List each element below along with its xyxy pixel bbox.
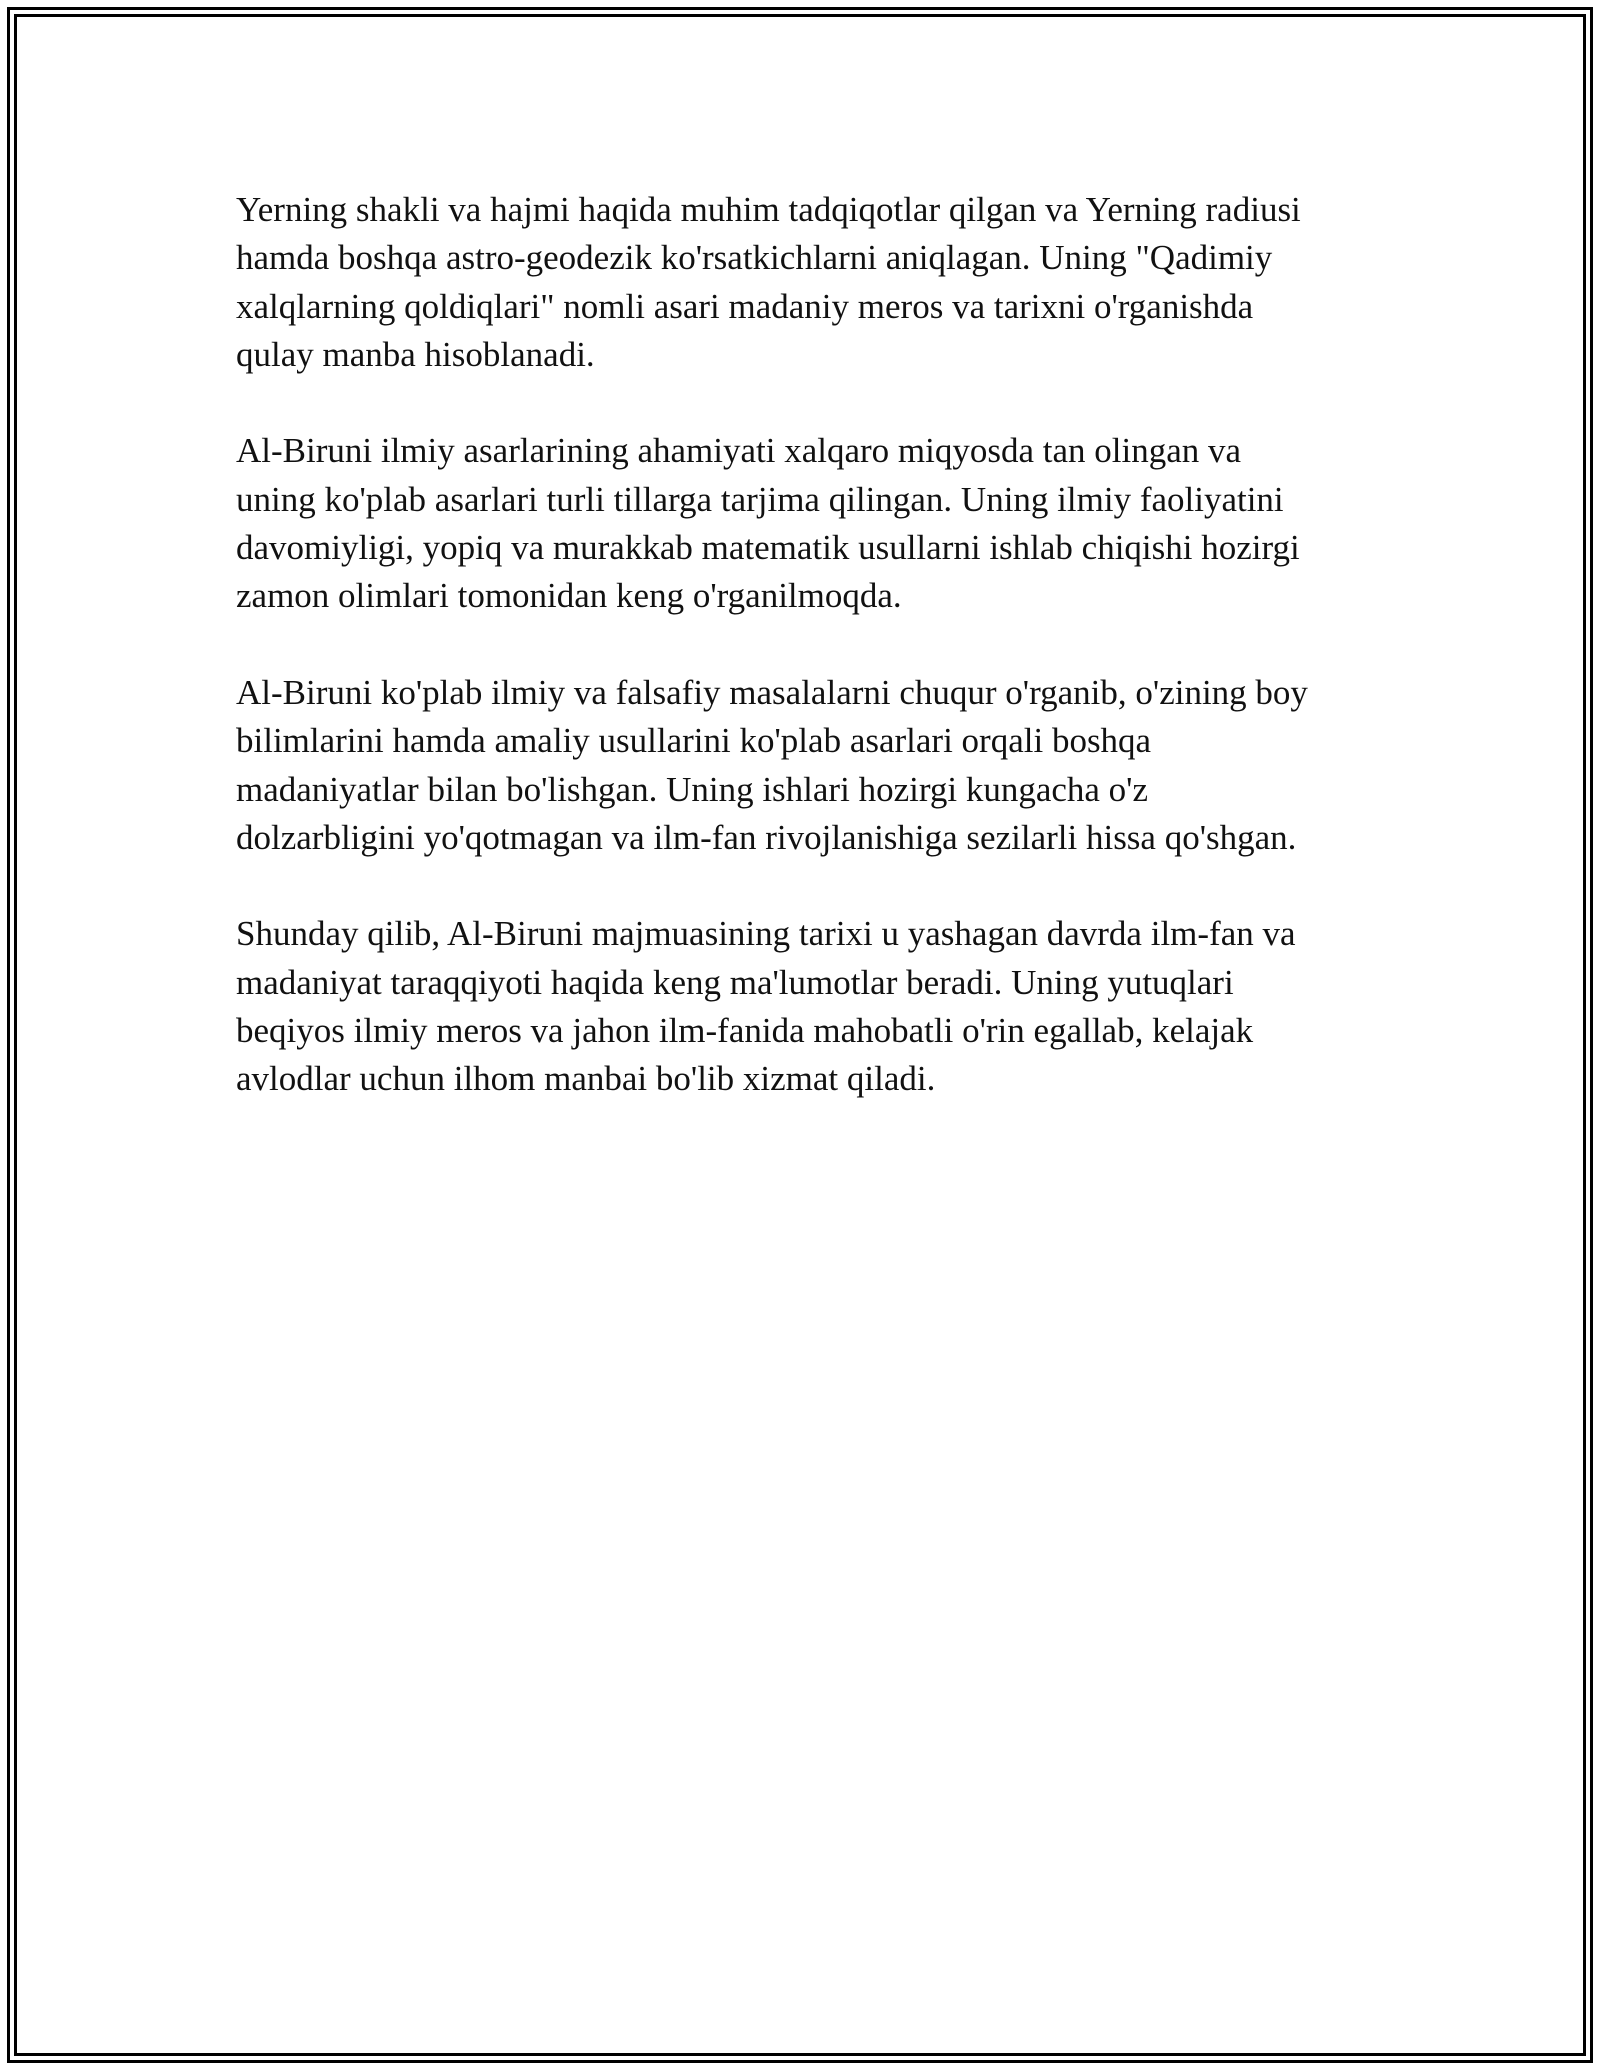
paragraph-2: Al-Biruni ilmiy asarlarining ahamiyati xalqaro miqyosda tan olingan va uning ko'plab asarlari turli tillarga tarjima qilingan. Uning ilmiy faoliyatini davomiyligi, yopiq va murakkab matematik usullarni ishlab chiqishi hozirgi zamon olimlari tomonidan keng o'rganilmoqda. xyxy=(236,431,1300,616)
paragraph-4: Shunday qilib, Al-Biruni majmuasining tarixi u yashagan davrda ilm-fan va madaniyat taraqqiyoti haqida keng ma'lumotlar beradi. Uning yutuqlari beqiyos ilmiy meros va jahon ilm-fanida mahobatli o'rin egallab, kelajak avlodlar uchun ilhom manbai bo'lib xizmat qiladi. xyxy=(236,914,1296,1099)
paragraph-1: Yerning shakli va hajmi haqida muhim tadqiqotlar qilgan va Yerning radiusi hamda boshqa astro-geodezik ko'rsatkichlarni aniqlagan. Uning "Qadimiy xalqlarning qoldiqlari" nomli asari madaniy meros va tarixni o'rganishda qulay manba hisoblanadi. xyxy=(236,190,1301,374)
document-body xyxy=(236,186,1376,1152)
paragraph-3: Al-Biruni ko'plab ilmiy va falsafiy masalalarni chuqur o'rganib, o'zining boy bilimlarini hamda amaliy usullarini ko'plab asarlari orqali boshqa madaniyatlar bilan bo'lishgan. Uning ishlari hozirgi kungacha o'z dolzarbligini yo'qotmagan va ilm-fan rivojlanishiga sezilarli hissa qo'shgan. xyxy=(236,672,1308,857)
